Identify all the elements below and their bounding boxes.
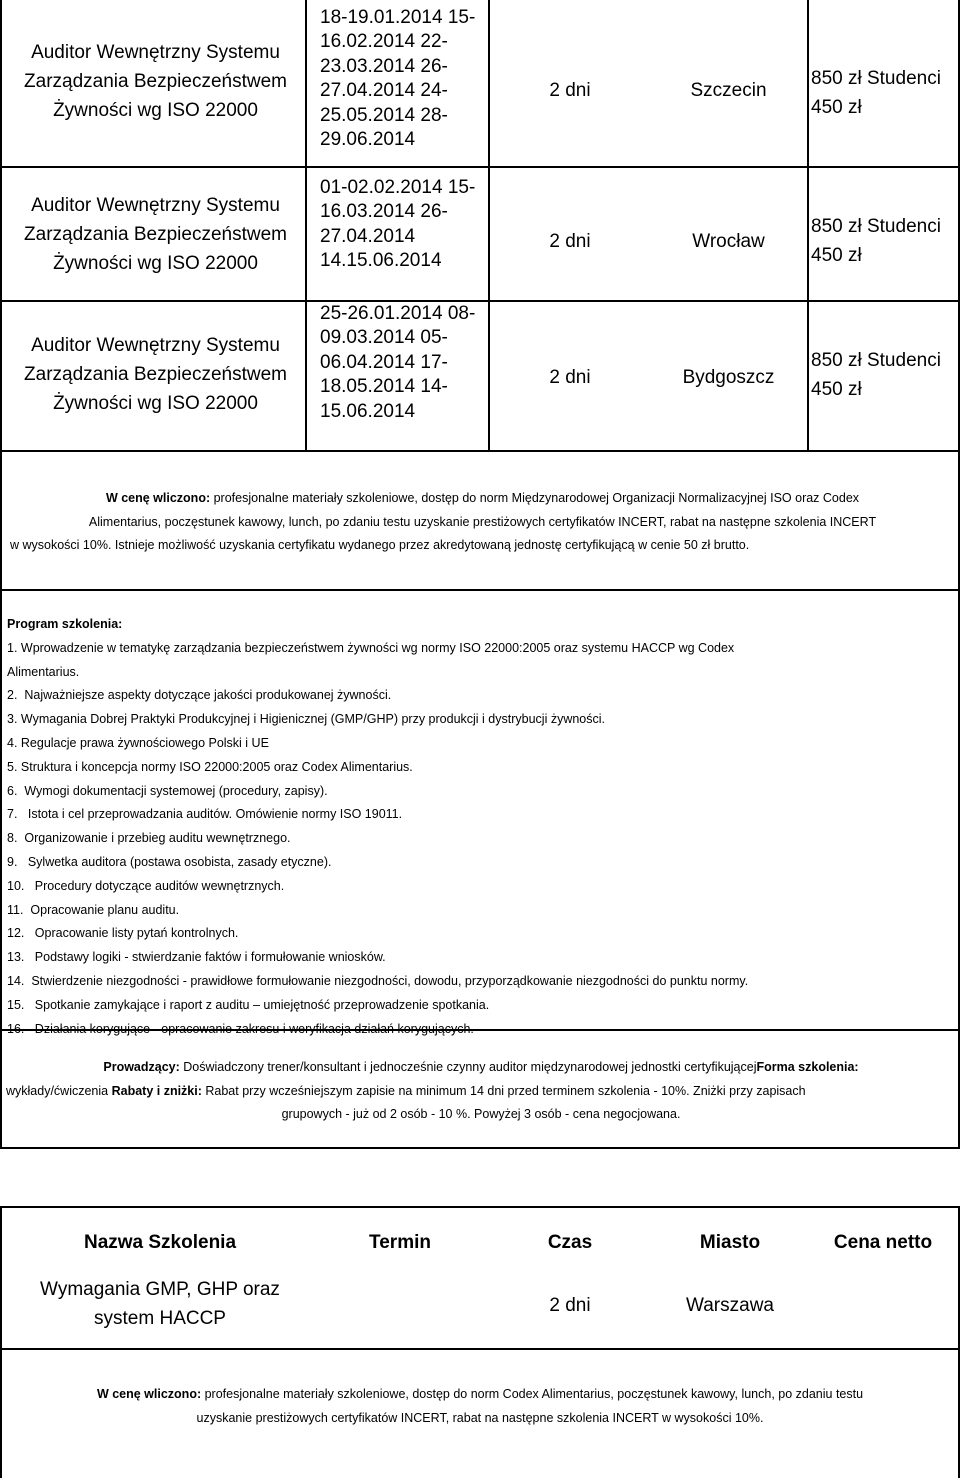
program-item: 11. Opracowanie planu auditu. xyxy=(7,902,180,917)
course-duration: 2 dni xyxy=(549,230,591,252)
form-text: wykłady/ćwiczenia xyxy=(6,1083,112,1098)
trainer-label: Prowadzący: xyxy=(103,1060,180,1074)
program-item: 2. Najważniejsze aspekty dotyczące jakości produkowanej żywności. xyxy=(7,688,392,703)
course-price: 850 zł Studenci 450 zł xyxy=(811,216,941,266)
program-item: 8. Organizowanie i przebieg auditu wewnętrznego. xyxy=(7,831,291,846)
discount-text: Rabat przy wcześniejszym zapisie na minimum 14 dni przed terminem szkolenia - 10%. Zniżki przy zapisach xyxy=(201,1083,806,1098)
course-city: Bydgoszcz xyxy=(682,366,775,388)
included-line: Alimentarius, poczęstunek kawowy, lunch, po zdaniu testu uzyskanie prestiżowych certyfikatów INCERT, rabat na następne szkolenia INCERT xyxy=(88,514,877,529)
course-name: Auditor Wewnętrzny Systemu Zarządzania Bezpieczeństwem Żywności wg ISO 22000 xyxy=(24,334,287,414)
trainer-section xyxy=(6,1056,956,1127)
program-list xyxy=(7,637,952,1042)
included-label: W cenę wliczono: xyxy=(96,1387,202,1401)
course-name: Auditor Wewnętrzny Systemu Zarządzania Bezpieczeństwem Żywności wg ISO 22000 xyxy=(24,194,287,274)
discount-label: Rabaty i zniżki: xyxy=(111,1083,202,1098)
included-line: uzyskanie prestiżowych certyfikatów INCERT, rabat na następne szkolenia INCERT w wysokości 10%. xyxy=(196,1410,764,1425)
course-dates: 18-19.01.2014 15- 16.02.2014 22- 23.03.2014 26- 27.04.2014 24- 25.05.2014 28- 29.06.2014 xyxy=(320,7,476,151)
included-line: profesjonalne materiały szkoleniowe, dostęp do norm Międzynarodowej Organizacji Normalizacyjnej ISO oraz Codex xyxy=(210,491,860,505)
program-item: 5. Struktura i koncepcja normy ISO 22000:2005 oraz Codex Alimentarius. xyxy=(7,759,413,774)
form-label: Forma szkolenia: xyxy=(756,1060,859,1074)
program-item: 16. Działania korygujące - opracowanie zakresu i weryfikacja działań korygujących. xyxy=(7,1021,474,1036)
program-item: 7. Istota i cel przeprowadzania auditów. Omówienie normy ISO 19011. xyxy=(7,807,403,822)
program-item: 14. Stwierdzenie niezgodności - prawidłowe formułowanie niezgodności, dowodu, przyporządkowanie niezgodności do punktu normy. xyxy=(7,973,749,988)
program-item: 12. Opracowanie listy pytań kontrolnych. xyxy=(7,926,239,941)
included-line: w wysokości 10%. Istnieje możliwość uzyskania certyfikatu wydanego przez akredytowaną jednostę certyfikującą w cenie 50 zł brutto. xyxy=(10,538,750,552)
program-item: 1. Wprowadzenie w tematykę zarządzania bezpieczeństwem żywności wg normy ISO 22000:2005 oraz systemu HACCP wg Codex xyxy=(7,640,735,655)
header-termin: Termin xyxy=(369,1231,431,1253)
course-city: Wrocław xyxy=(692,230,765,252)
course-dates: 25-26.01.2014 08- 09.03.2014 05- 06.04.2014 17- 18.05.2014 14- 15.06.2014 xyxy=(320,303,476,422)
course-duration: 2 dni xyxy=(549,1294,591,1316)
course-dates: 01-02.02.2014 15- 16.03.2014 26- 27.04.2014 14.15.06.2014 xyxy=(320,177,476,272)
program-item: 4. Regulacje prawa żywnościowego Polski i UE xyxy=(7,735,269,750)
program-item: 6. Wymogi dokumentacji systemowej (procedury, zapisy). xyxy=(7,783,328,798)
course-price: 850 zł Studenci 450 zł xyxy=(811,350,941,400)
course-price: 850 zł Studenci 450 zł xyxy=(811,68,941,118)
course-table-top xyxy=(0,0,960,452)
course-price xyxy=(810,1290,956,1320)
header-nazwa: Nazwa Szkolenia xyxy=(83,1231,237,1253)
program-item: 9. Sylwetka auditora (postawa osobista, zasady etyczne). xyxy=(7,854,332,869)
included-text-2 xyxy=(8,1383,952,1430)
course-city: Szczecin xyxy=(690,79,767,101)
discount-text-2: grupowych - już od 2 osób - 10 %. Powyżej 3 osób - cena negocjowana. xyxy=(281,1107,681,1121)
course-name: Auditor Wewnętrzny Systemu Zarządzania Bezpieczeństwem Żywności wg ISO 22000 xyxy=(24,41,287,121)
course-termin xyxy=(320,1290,480,1320)
program-title: Program szkolenia: xyxy=(7,617,123,631)
included-label: W cenę wliczono: xyxy=(105,491,211,505)
program-item: 13. Podstawy logiki - stwierdzanie faktów i formułowanie wniosków. xyxy=(7,950,386,965)
header-czas: Czas xyxy=(547,1231,593,1253)
included-text xyxy=(10,487,955,558)
included-line: profesjonalne materiały szkoleniowe, dostęp do norm Codex Alimentarius, poczęstunek kawowy, lunch, po zdaniu testu xyxy=(201,1387,864,1401)
program-item: 15. Spotkanie zamykające i raport z auditu – umiejętność przeprowadzenie spotkania. xyxy=(7,997,490,1012)
header-miasto: Miasto xyxy=(699,1231,761,1253)
program-item: 3. Wymagania Dobrej Praktyki Produkcyjnej i Higienicznej (GMP/GHP) przy produkcji i dystrybucji żywności. xyxy=(7,712,605,727)
course-city: Warszawa xyxy=(686,1294,774,1316)
trainer-text: Doświadczony trener/konsultant i jednocześnie czynny auditor międzynarodowej jednostki certyfikującej xyxy=(179,1060,757,1074)
program-item: Alimentarius. xyxy=(7,664,80,679)
program-section xyxy=(7,613,952,1041)
program-item: 10. Procedury dotyczące auditów wewnętrznych. xyxy=(7,878,285,893)
header-cena: Cena netto xyxy=(833,1231,933,1253)
course-duration: 2 dni xyxy=(549,79,591,101)
course-name: Wymagania GMP, GHP oraz system HACCP xyxy=(40,1279,280,1329)
course-duration: 2 dni xyxy=(549,366,591,388)
